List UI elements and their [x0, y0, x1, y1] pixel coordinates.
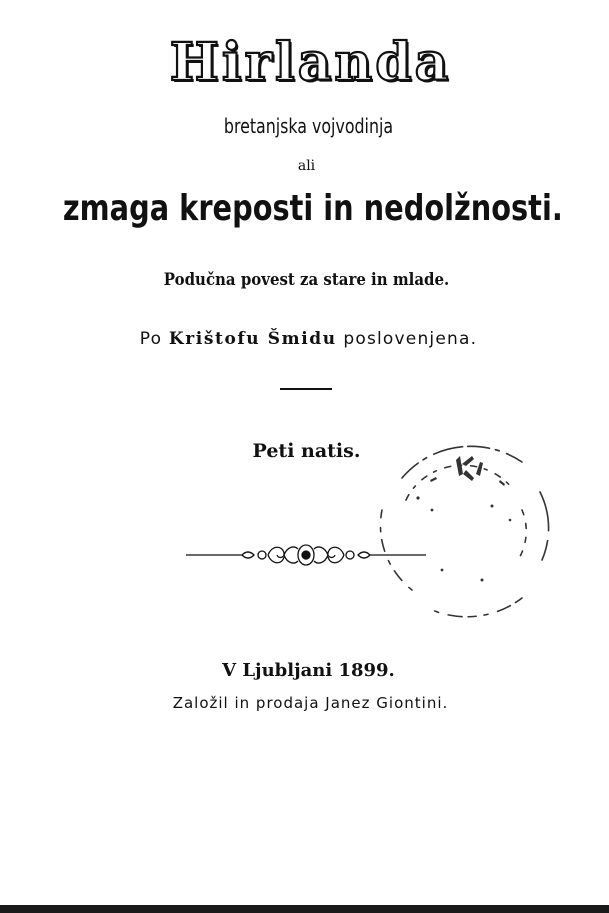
divider-rule	[280, 388, 332, 390]
author-suffix: poslovenjena.	[343, 329, 478, 349]
main-heading: zmaga kreposti in nedolžnosti.	[62, 188, 563, 229]
tagline: Podučna povest za stare in mlade.	[163, 270, 450, 290]
author-prefix: Po	[139, 329, 163, 349]
bottom-bar	[0, 905, 609, 913]
place-year: V Ljubljani 1899.	[222, 660, 395, 681]
author-name: Krištofu Šmidu	[168, 329, 337, 349]
publisher: Založil in prodaja Janez Giontini.	[172, 694, 449, 712]
book-title: Hirlanda	[169, 32, 452, 93]
conjunction: ali	[297, 158, 316, 174]
library-stamp-icon	[372, 440, 564, 620]
edition: Peti natis.	[252, 440, 361, 462]
author-line	[4, 329, 609, 349]
subtitle: bretanjska vojvodinja	[223, 114, 394, 138]
